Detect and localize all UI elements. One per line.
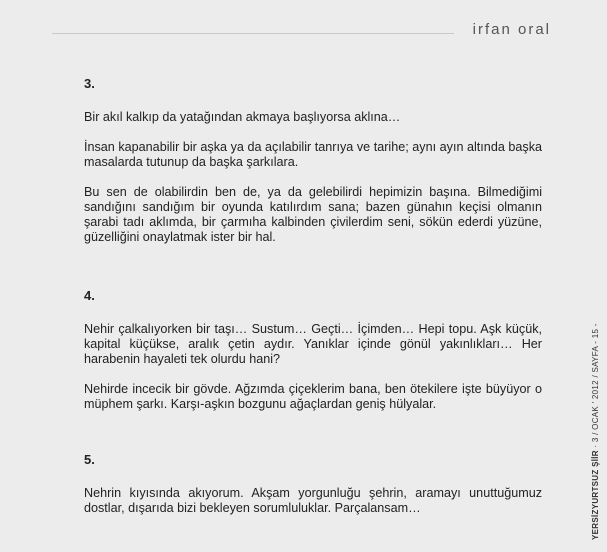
paragraph: Nehirde incecik bir gövde. Ağzımda çiçeklerim bana, ben ötekilere işte büyüyor o müphem şarkı. Karşı-aşkın bozgunu ağaçlardan geniş hülyalar.: [84, 382, 542, 411]
section-3: [84, 76, 542, 245]
header-rule: [52, 33, 454, 34]
paragraph: İnsan kapanabilir bir aşka ya da açılabilir tanrıya ve tarihe; aynı ayın altında başka masalarda tutunup da başka şarkılara.: [84, 140, 542, 169]
poem-content: [84, 76, 542, 531]
section-4: [84, 288, 542, 412]
paragraph: Nehrin kıyısında akıyorum. Akşam yorgunluğu şehrin, aramayı unuttuğumuz dostlar, dışarıda bizi bekleyen sorumluluklar. Parçalansam…: [84, 486, 542, 515]
section-number: 3.: [84, 76, 95, 91]
magazine-name: YERSİZYURTSUZ ŞİİR: [591, 450, 600, 540]
page-footer-vertical: [591, 323, 600, 540]
paragraph: Nehir çalkalıyorken bir taşı… Sustum… Geçti… İçimden… Hepi topu. Aşk küçük, kapital küçükse, aralık çetin aydır. Yanıklar içinde gönül yakınlıkları… Her harabenin hayaleti tek olurdu hani?: [84, 322, 542, 366]
section-number: 5.: [84, 452, 95, 467]
paragraph: Bu sen de olabilirdin ben de, ya da gelebilirdi hepimizin başına. Bilmediğimi sandığını sandığım bir oyunda katılırdım sana; bazen günahın keçisi olmanın şarabi tadı aklımda, bir çarmıha kalbinden çivilerdim seni, sökün ederdi yüzüne, güzelliğini onaylatmak ister bir hal.: [84, 185, 542, 244]
issue-info: · 3 / OCAK ' 2012 / SAYFA - 15 -: [591, 323, 600, 451]
section-number: 4.: [84, 288, 95, 303]
author-name: irfan oral: [472, 21, 551, 38]
section-5: [84, 452, 542, 516]
paragraph: Bir akıl kalkıp da yatağından akmaya başlıyorsa aklına…: [84, 110, 401, 124]
